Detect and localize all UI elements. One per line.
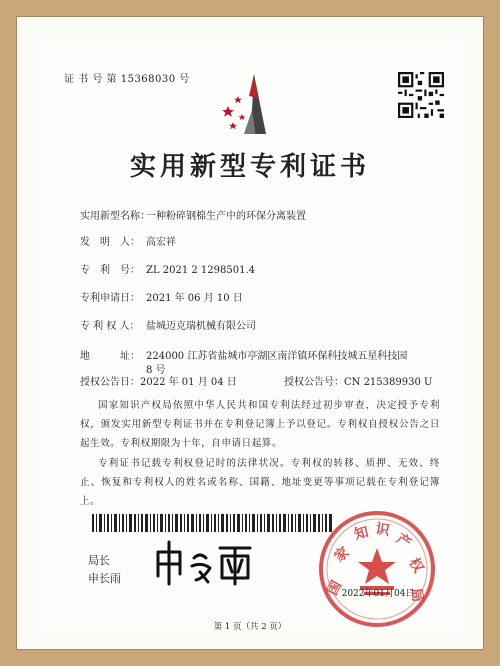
director-title: 局长 — [88, 554, 110, 567]
grant-info — [80, 376, 432, 390]
grant-date-label: 授权公告日： — [80, 377, 140, 388]
director-block — [88, 552, 121, 588]
svg-text:识: 识 — [374, 521, 391, 540]
svg-text:权: 权 — [405, 555, 427, 576]
barcode-icon — [92, 514, 332, 532]
official-seal — [316, 508, 438, 630]
grant-publication — [284, 376, 432, 390]
svg-text:家: 家 — [331, 544, 353, 566]
handwritten-signature — [150, 538, 260, 588]
field-value: ZL 2021 2 1298501.4 — [146, 265, 256, 276]
seal-date: 2022年01月04日 — [341, 589, 415, 599]
svg-text:国: 国 — [324, 578, 346, 599]
grant-pub-label: 授权公告号： — [283, 377, 344, 388]
field-label: 实用新型名称： — [80, 211, 150, 222]
paragraph-legal-status: 专利证书记载专利权登记时的法律状况。专利权的转移、质押、无效、终止、恢复和专利权人的姓名或名称、国籍、地址变更等事项记载在专利登记簿上。 — [80, 458, 440, 507]
page-footer: 第 1 页（共 2 页） — [213, 622, 287, 632]
field-label: 发 明 人： — [80, 237, 140, 248]
qr-code-icon — [398, 72, 444, 118]
grant-pub-value: CN 215389930 U — [343, 377, 433, 388]
field-label: 专 利 号： — [80, 265, 140, 276]
field-address — [80, 350, 416, 378]
field-value: 一种粉碎钢棉生产中的环保分离装置 — [146, 211, 306, 222]
certificate-number: 证 书 号 第 15368030 号 — [64, 74, 190, 85]
svg-text:局: 局 — [407, 586, 426, 604]
field-inventor — [80, 236, 176, 250]
paragraph-grant-decision: 国家知识产权局依照中华人民共和国专利法经过初步审查，决定授予专利权，颁发实用新型专利证书并在专利登记簿上予以登记。专利权自授权公告之日起生效。专利权期限为十年，自申请日起算。 — [80, 400, 440, 449]
director-name: 申长雨 — [88, 572, 121, 585]
grant-date-value: 2022 年 01 月 04 日 — [140, 377, 237, 388]
field-utility-model-name — [80, 210, 306, 224]
field-value: 盐城迈克瑞机械有限公司 — [146, 321, 256, 332]
field-filing-date — [80, 292, 243, 306]
field-label: 专利申请日： — [80, 293, 140, 304]
field-value: 2021 年 06 月 10 日 — [146, 293, 243, 304]
certificate-title: 实用新型专利证书 — [129, 152, 370, 182]
grant-date — [80, 376, 237, 390]
field-patent-number — [80, 264, 255, 278]
patent-office-logo-icon — [218, 70, 288, 140]
field-label: 地 址： — [80, 351, 140, 362]
field-patentee — [80, 320, 256, 334]
field-value: 高宏祥 — [146, 237, 176, 248]
field-label: 专 利 权 人： — [80, 321, 140, 332]
svg-text:知: 知 — [352, 524, 371, 544]
svg-text:产: 产 — [393, 530, 414, 552]
field-value: 224000 江苏省盐城市亭湖区南洋镇环保科技城五星科技园 8 号 — [146, 351, 408, 376]
